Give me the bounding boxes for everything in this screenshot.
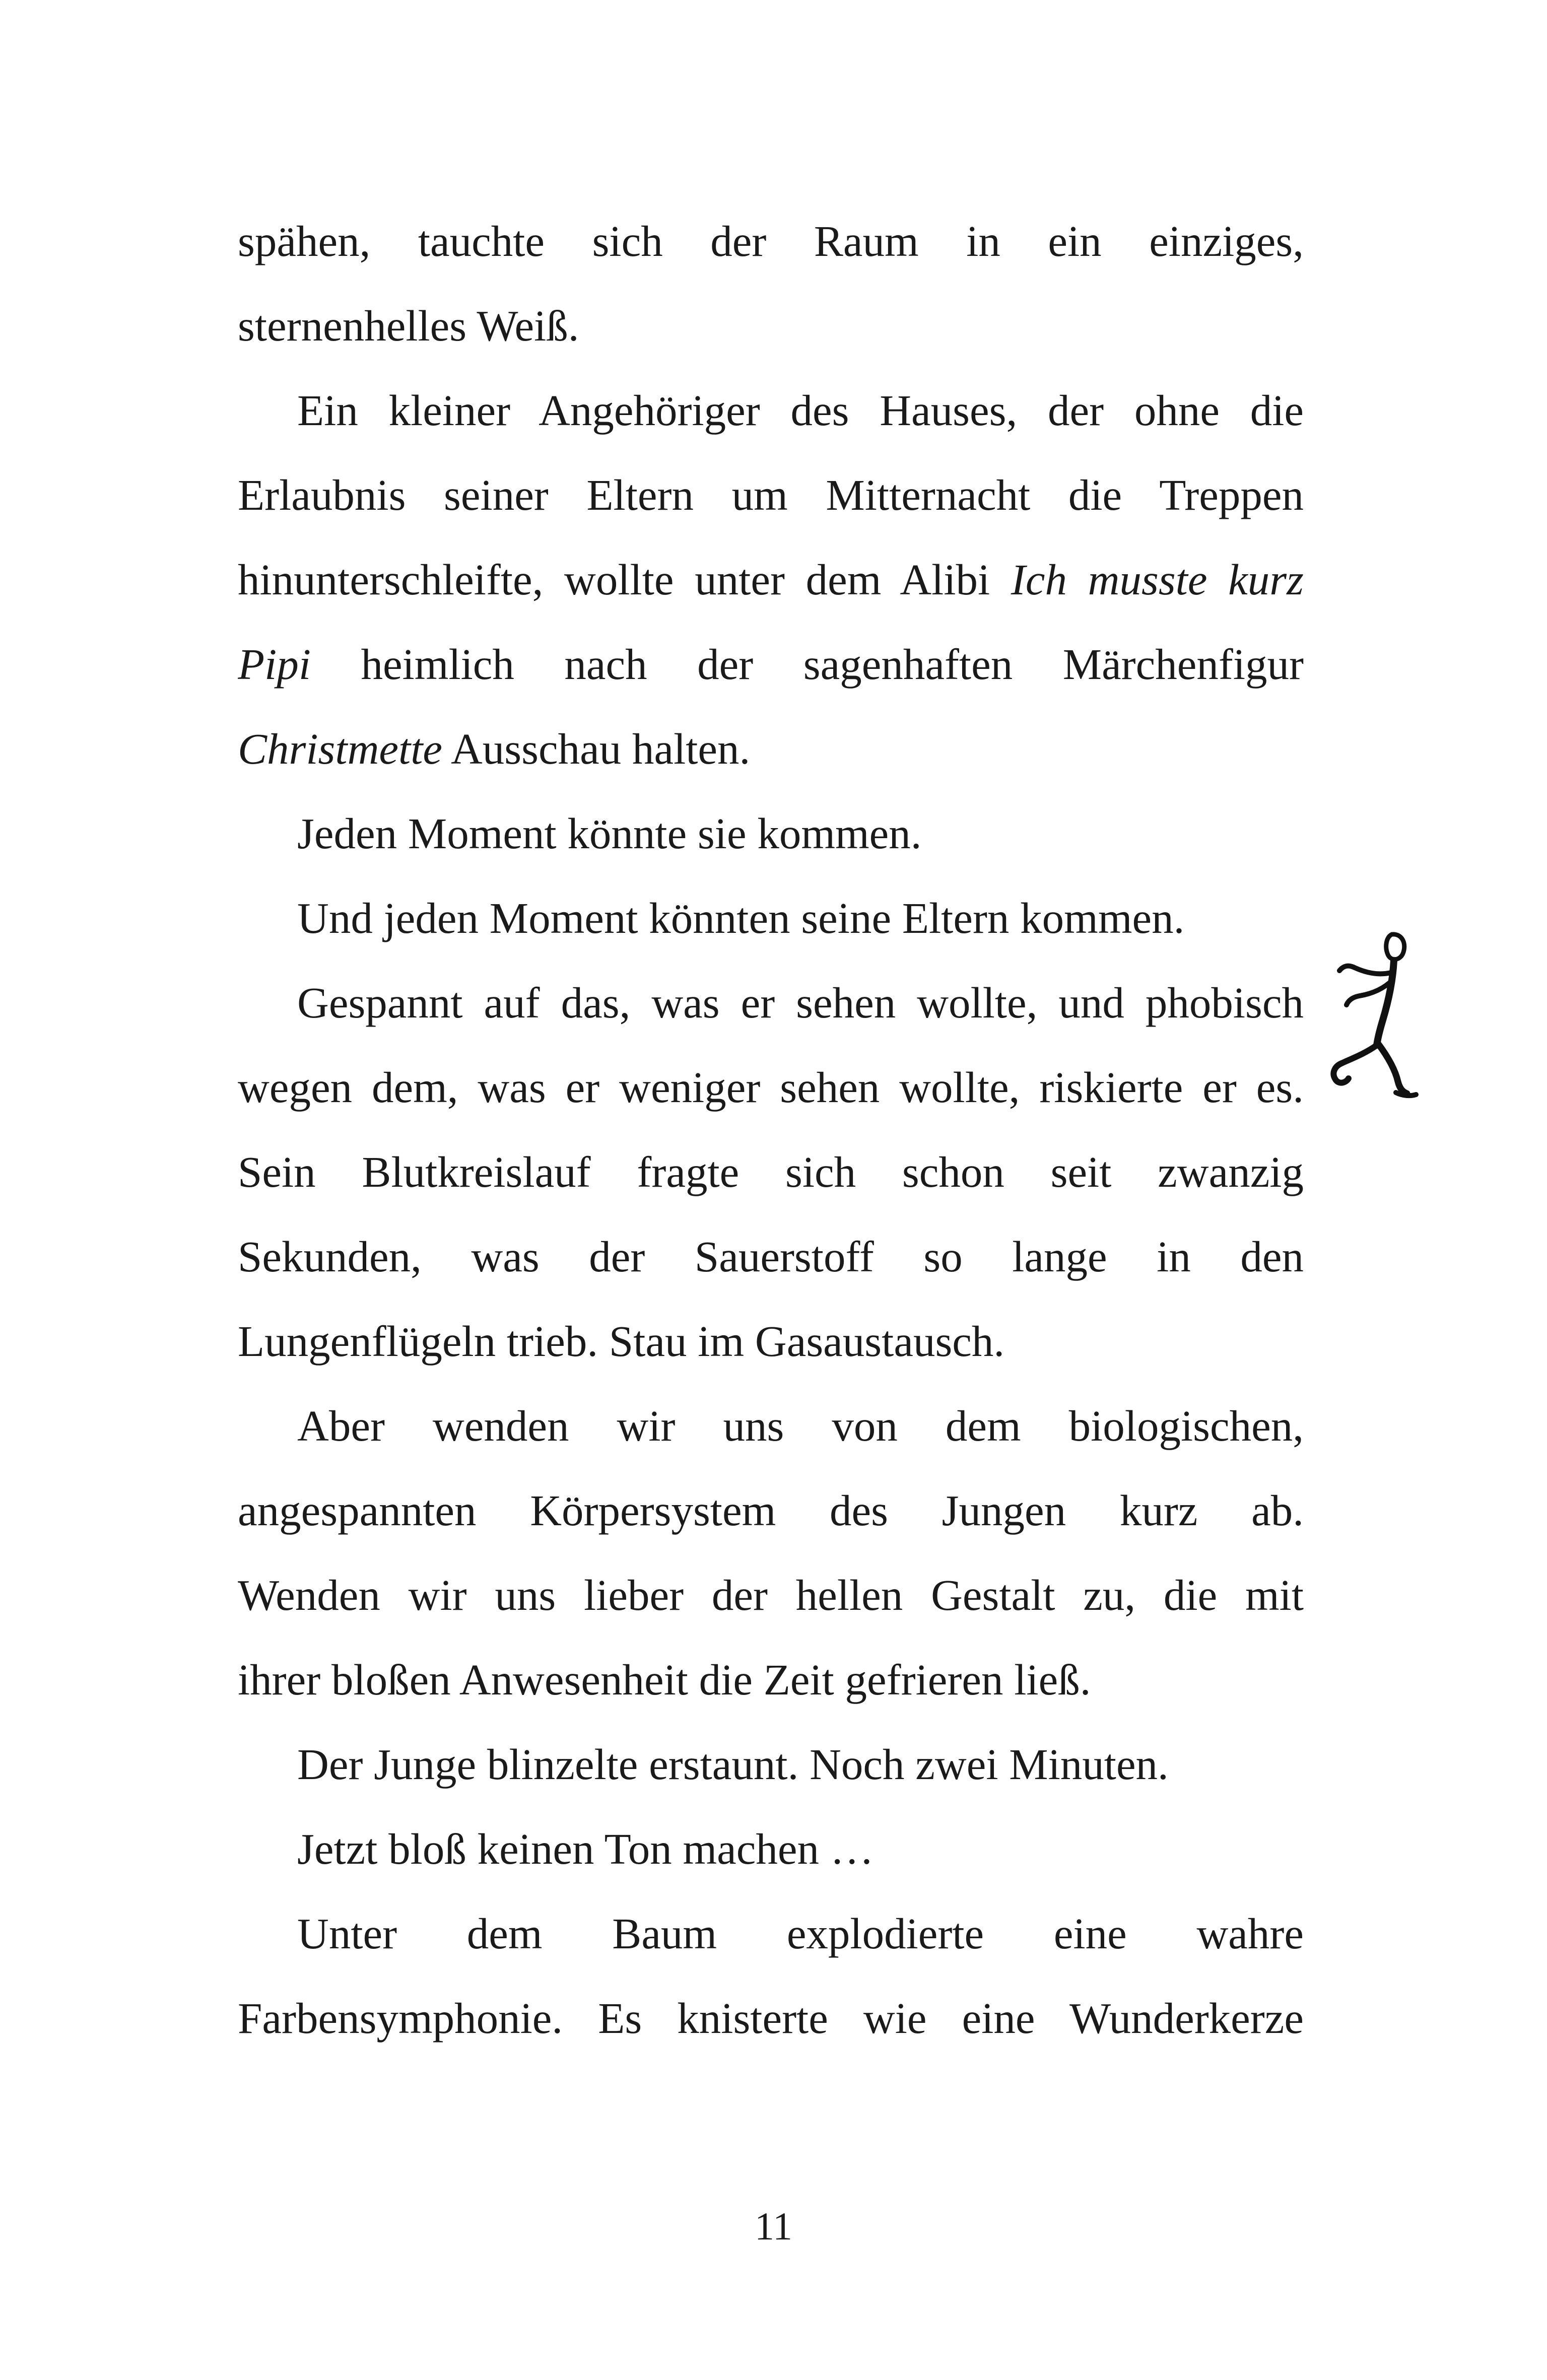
text-line: Wenden wir uns lieber der hellen Gestalt zu, die mit: [238, 1571, 1304, 1619]
text-line: Aber wenden wir uns von dem biologischen,: [297, 1401, 1304, 1450]
text-line: Pipi heimlich nach der sagenhaften Märchenfigur: [238, 640, 1304, 689]
text-line: ihrer bloßen Anwesenheit die Zeit gefrieren ließ.: [238, 1655, 1091, 1704]
text-line: Ein kleiner Angehöriger des Hauses, der ohne die: [297, 386, 1304, 435]
italic-phrase: Ich musste kurz: [1011, 555, 1304, 604]
text-line: Und jeden Moment könnten seine Eltern kommen.: [297, 894, 1185, 942]
text-line: Gespannt auf das, was er sehen wollte, und phobisch: [297, 978, 1304, 1027]
text-line: spähen, tauchte sich der Raum in ein einziges,: [238, 217, 1304, 265]
text-line: Erlaubnis seiner Eltern um Mitternacht die Treppen: [238, 470, 1304, 519]
text-line: angespannten Körpersystem des Jungen kurz ab.: [238, 1486, 1304, 1535]
text-line: Jetzt bloß keinen Ton machen …: [297, 1824, 874, 1873]
body-text: [238, 199, 1304, 2061]
text-line: Jeden Moment könnte sie kommen.: [297, 809, 922, 858]
text-line: Sekunden, was der Sauerstoff so lange in den: [238, 1232, 1304, 1281]
page-number: 11: [754, 2204, 793, 2248]
text-line: Unter dem Baum explodierte eine wahre: [297, 1909, 1304, 1958]
text-line: Der Junge blinzelte erstaunt. Noch zwei Minuten.: [297, 1740, 1169, 1789]
text-line: hinunterschleifte, wollte unter dem Alibi Ich musste kurz: [238, 555, 1304, 604]
italic-phrase: Pipi: [238, 640, 311, 689]
text-line: wegen dem, was er weniger sehen wollte, riskierte er es.: [238, 1063, 1304, 1112]
running-figure-icon: [1317, 924, 1423, 1106]
italic-phrase: Christmette: [238, 724, 442, 773]
text-line: Sein Blutkreislauf fragte sich schon seit zwanzig: [238, 1147, 1304, 1196]
text-line: Farbensymphonie. Es knisterte wie eine Wunderkerze: [238, 1994, 1304, 2043]
text-line: Christmette Ausschau halten.: [238, 724, 751, 773]
text-line: Lungenflügeln trieb. Stau im Gasaustausch.: [238, 1317, 1005, 1366]
text-line: sternenhelles Weiß.: [238, 301, 579, 350]
